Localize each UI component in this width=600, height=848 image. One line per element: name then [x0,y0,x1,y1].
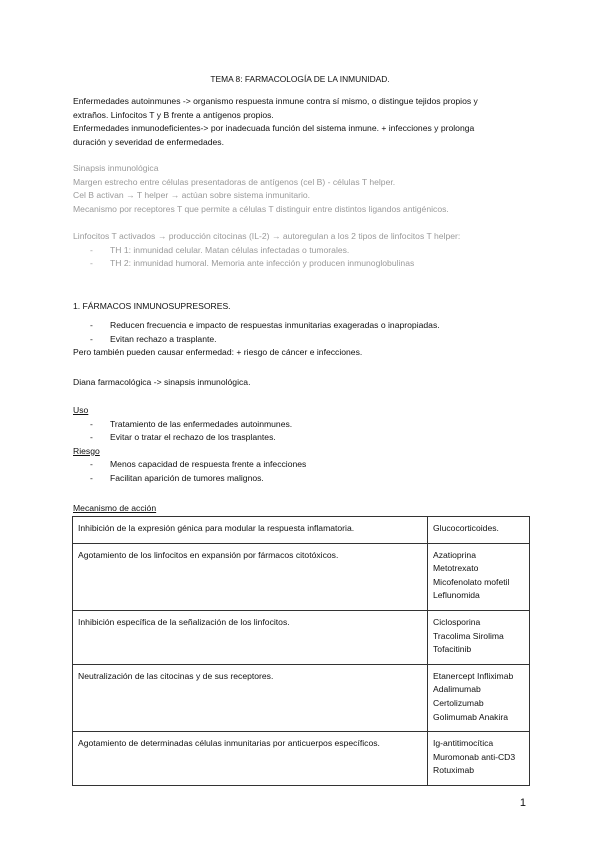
mechanism-heading-block [73,502,533,516]
drug-name: Adalimumab [433,684,481,695]
drug-name: Ig-antitimocítica [433,738,494,749]
list-item: - Tratamiento de las enfermedades autoinmunes. [73,418,533,432]
page-title: TEMA 8: FARMACOLOGÍA DE LA INMUNIDAD. [210,74,390,84]
drug-name: Azatioprina [433,549,476,560]
synapse-section [73,162,533,216]
drug-name: Leflunomida [433,590,480,601]
table-row [73,664,530,731]
list-item: - Reducen frecuencia e impacto de respuestas inmunitarias exageradas o inapropiadas. [73,319,533,333]
table-row [73,610,530,664]
list-item: - TH 1: inmunidad celular. Matan células infectadas o tumorales. [73,244,533,258]
th-list [73,244,533,271]
drug-name: Muromonab anti-CD3 [433,751,516,762]
list-item: - Menos capacidad de respuesta frente a infecciones [73,458,533,472]
list-item: - Evitar o tratar el rechazo de los trasplantes. [73,431,533,445]
mechanism-cell: Agotamiento de los linfocitos en expansión por fármacos citotóxicos. [73,543,428,610]
synapse-heading: Sinapsis inmunológica [73,163,159,173]
page-number: 1 [519,797,526,809]
intro-line: extraños. Linfocitos T y B frente a antígenos propios. [73,109,274,120]
list-item: - TH 2: inmunidad humoral. Memoria ante infección y producen inmunoglobulinas [73,257,533,271]
list-item: - Facilitan aparición de tumores malignos. [73,472,533,486]
mechanism-cell: Inhibición específica de la señalización de los linfocitos. [73,610,428,664]
synapse-line: Margen estrecho entre células presentadoras de antígenos (cel B) - células T helper. [73,176,396,187]
drug-name: Rotuximab [433,765,475,776]
table-row [73,732,530,786]
risk-note: Pero también pueden causar enfermedad: + riesgo de cáncer e infecciones. [73,347,363,358]
intro-paragraph [73,95,533,149]
effects-list [73,319,533,346]
drug-name: Etanercept Infliximab [433,670,514,681]
mechanism-cell: Neutralización de las citocinas y de sus receptores. [73,664,428,731]
intro-line: Enfermedades inmunodeficientes-> por inadecuada función del sistema inmune. + infecciones y prolonga [73,123,475,134]
target-line: Diana farmacológica -> sinapsis inmunológica. [73,377,251,387]
synapse-line: Cel B activan → T helper → actúan sobre sistema inmunitario. [73,190,311,201]
lymphocyte-section [73,230,533,271]
drug-name: Micofenolato mofetil [433,576,510,587]
mechanism-heading: Mecanismo de acción [73,503,157,513]
pharmacologic-target [73,376,533,390]
riesgo-heading: Riesgo [73,445,100,456]
section-effects [73,319,533,360]
table-row [73,517,530,544]
riesgo-list [73,458,533,485]
drug-name: Ciclosporina [433,616,481,627]
list-item: - Evitan rechazo a trasplante. [73,333,533,347]
synapse-line: Mecanismo por receptores T que permite a células T distinguir entre distintos ligandos antigénicos. [73,203,449,214]
drug-name: Tracolima Sirolima [433,630,504,641]
mechanism-cell: Agotamiento de determinadas células inmunitarias por anticuerpos específicos. [73,732,428,786]
uso-heading: Uso [73,405,89,415]
drug-name: Certolizumab [433,697,484,708]
mechanism-table [72,516,530,786]
intro-line: Enfermedades autoinmunes -> organismo respuesta inmune contra sí mismo, o distingue tejidos propios y [73,96,478,106]
drugs-cell [428,543,530,610]
uses-risks-section [73,404,533,486]
mechanism-cell: Inhibición de la expresión génica para modular la respuesta inflamatoria. [73,517,428,544]
drugs-cell [428,517,530,544]
table-row [73,543,530,610]
drug-name: Tofacitinib [433,644,472,655]
intro-line: duración y severidad de enfermedades. [73,136,224,147]
lymphocyte-line: Linfocitos T activados → producción citocinas (IL-2) → autoregulan a los 2 tipos de linfocitos T helper: [73,231,461,241]
drug-name: Golimumab Anakira [433,711,508,722]
section-heading: 1. FÁRMACOS INMUNOSUPRESORES. [73,301,231,311]
drug-name: Metotrexato [433,563,479,574]
drugs-cell [428,610,530,664]
drugs-cell [428,732,530,786]
section-immunosuppressants [73,300,533,314]
drugs-cell [428,664,530,731]
drug-name: Glucocorticoides. [433,523,499,533]
uso-list [73,418,533,445]
